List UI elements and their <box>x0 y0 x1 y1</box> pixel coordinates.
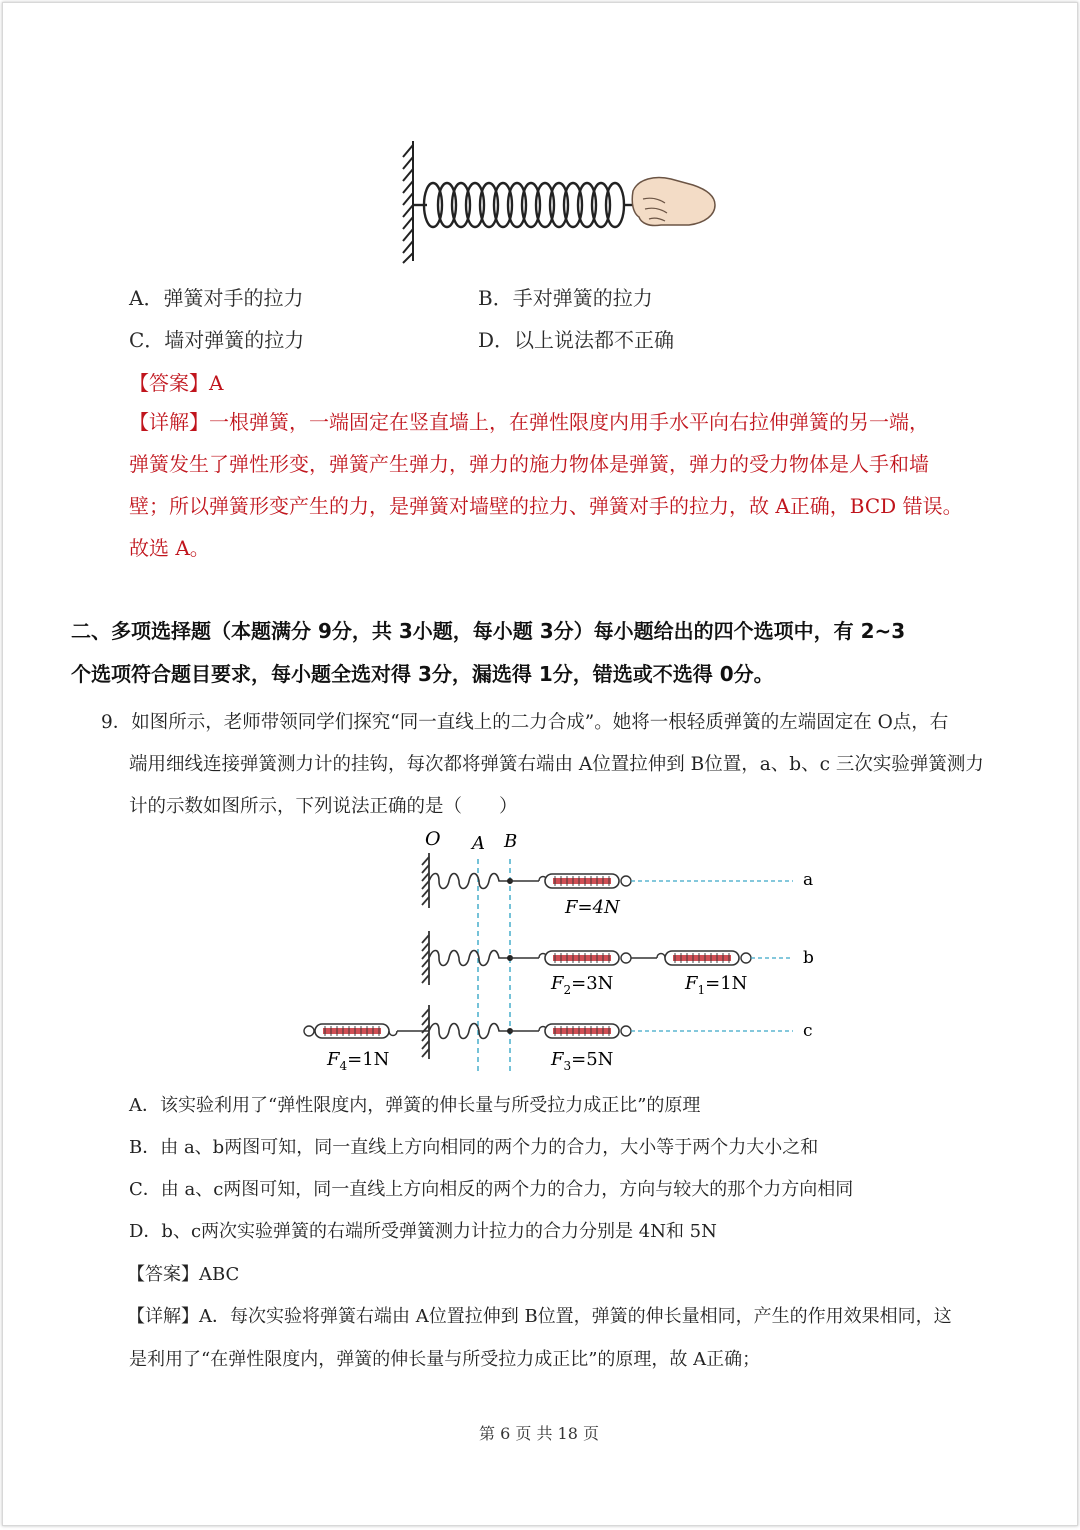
q8-explanation-line: 壁；所以弹簧形变产生的力，是弹簧对墙壁的拉力、弹簧对手的拉力，故 A正确，BCD 错误。 <box>129 494 963 518</box>
q9-option-d[interactable]: D．b、c两次实验弹簧的右端所受弹簧测力计拉力的合力分别是 4N和 5N <box>129 1221 717 1242</box>
row-label-a: a <box>803 870 814 890</box>
section2-heading-line1: 二、多项选择题（本题满分 9分，共 3小题，每小题 3分）每小题给出的四个选项中，有 2~3 <box>71 619 906 643</box>
q9-option-b[interactable]: B．由 a、b两图可知，同一直线上方向相同的两个力的合力，大小等于两个力大小之和 <box>129 1137 819 1158</box>
q9-option-a[interactable]: A．该实验利用了“弹性限度内，弹簧的伸长量与所受拉力成正比”的原理 <box>129 1095 701 1116</box>
q9-stem-line1: 9．如图所示，老师带领同学们探究“同一直线上的二力合成”。她将一根轻质弹簧的左端固定在 O点，右 <box>101 712 949 733</box>
q8-option-d[interactable]: D．以上说法都不正确 <box>478 328 675 352</box>
q9-explanation-line1: 【详解】A．每次实验将弹簧右端由 A位置拉伸到 B位置，弹簧的伸长量相同，产生的作用效果相同，这 <box>127 1306 952 1327</box>
q9-explanation-line2: 是利用了“在弹性限度内，弹簧的伸长量与所受拉力成正比”的原理，故 A正确； <box>129 1349 761 1370</box>
force-composition-figure <box>293 823 823 1078</box>
q8-answer: 【答案】A <box>129 371 224 395</box>
q8-explanation-line: 弹簧发生了弹性形变，弹簧产生弹力，弹力的施力物体是弹簧，弹力的受力物体是人手和墙 <box>129 452 929 476</box>
document-page <box>2 2 1078 1526</box>
q8-option-b[interactable]: B．手对弹簧的拉力 <box>478 286 653 310</box>
row-label-b: b <box>803 948 814 968</box>
row-a <box>422 853 813 918</box>
force-label-c3: $F_3=5N$ <box>551 1049 614 1073</box>
q9-stem-line3: 计的示数如图所示，下列说法正确的是（ ） <box>129 796 518 817</box>
force-label-c4: $F_4=1N$ <box>327 1049 390 1073</box>
spring-coil <box>413 183 635 227</box>
q8-explanation <box>129 401 963 569</box>
force-label-b1: $F_1=1N$ <box>685 973 748 997</box>
q8-option-a[interactable]: A．弹簧对手的拉力 <box>129 286 304 310</box>
label-O: O <box>425 828 441 850</box>
label-B: B <box>504 831 518 852</box>
hand-icon <box>632 178 715 226</box>
q9-answer: 【答案】ABC <box>127 1264 240 1285</box>
row-label-c: c <box>803 1021 813 1041</box>
q8-option-c[interactable]: C．墙对弹簧的拉力 <box>129 328 305 352</box>
wall-hatch <box>403 141 413 263</box>
force-label-a: F=4N <box>565 897 620 918</box>
page-footer: 第 6 页 共 18 页 <box>479 1424 599 1443</box>
q8-explanation-line: 故选 A。 <box>129 536 210 560</box>
spring-hand-figure <box>393 133 723 268</box>
force-label-b2: $F_2=3N$ <box>551 973 614 997</box>
q9-option-c[interactable]: C．由 a、c两图可知，同一直线上方向相反的两个力的合力，方向与较大的那个力方向相同 <box>129 1179 854 1200</box>
row-b <box>422 931 814 997</box>
row-c <box>304 1005 813 1073</box>
q8-explanation-line: 【详解】一根弹簧，一端固定在竖直墙上，在弹性限度内用手水平向右拉伸弹簧的另一端， <box>129 410 929 434</box>
label-A: A <box>472 833 485 854</box>
section2-heading-line2: 个选项符合题目要求，每小题全选对得 3分，漏选得 1分，错选或不选得 0分。 <box>71 662 774 686</box>
q9-stem-line2: 端用细线连接弹簧测力计的挂钩，每次都将弹簧右端由 A位置拉伸到 B位置，a、b、c 三次实验弹簧测力 <box>129 754 984 775</box>
